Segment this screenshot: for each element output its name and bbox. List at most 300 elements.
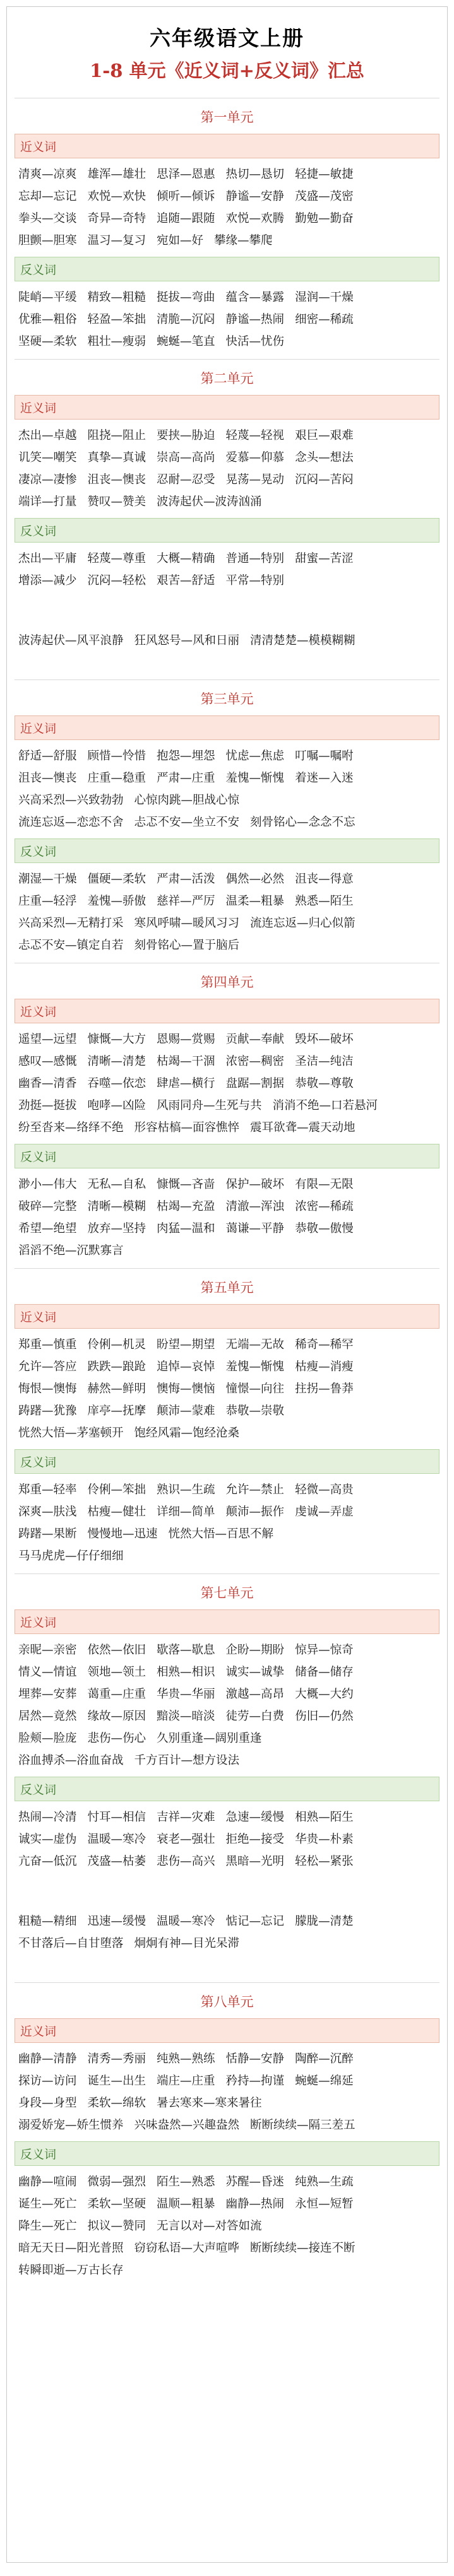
word-pair-row (18, 1378, 439, 1400)
word-pair: 踌躇—果断 (18, 1527, 77, 1541)
units-container (15, 98, 439, 2281)
word-pair: 慈祥—严厉 (157, 895, 215, 908)
word-pair: 兴高采烈—兴致勃勃 (18, 794, 124, 807)
word-pair-row (18, 630, 439, 652)
word-pair-row (18, 548, 439, 570)
word-pair-row (18, 934, 439, 956)
word-pair: 惊异—惊奇 (295, 1644, 354, 1657)
word-pair: 浓密—稀疏 (295, 1200, 354, 1213)
word-pair-row (18, 230, 439, 252)
word-pair-row (18, 1806, 439, 1828)
synonyms-header: 近义词 (15, 1609, 439, 1634)
unit-title: 第四单元 (200, 975, 254, 990)
word-pair: 叮嘱—嘱咐 (295, 750, 354, 763)
word-pair: 慢慢地—迅速 (87, 1527, 158, 1541)
word-pair: 柔软—坚硬 (87, 2197, 146, 2211)
word-pair-row (18, 1523, 439, 1545)
word-pair-row (18, 2215, 439, 2237)
word-pair: 坚硬—柔软 (18, 335, 77, 348)
word-pair: 沮丧—得意 (295, 873, 354, 886)
word-pair: 无端—无故 (225, 1338, 285, 1351)
word-pair: 清晰—清楚 (87, 1055, 146, 1068)
word-pair: 幽香—清香 (18, 1077, 77, 1090)
antonyms-list (15, 548, 439, 592)
word-pair: 遥望—远望 (18, 1033, 77, 1046)
unit-title: 第三单元 (200, 691, 254, 707)
word-pair-row (18, 2193, 439, 2215)
word-pair: 伶俐—机灵 (87, 1338, 146, 1351)
unit-title: 第七单元 (200, 1585, 254, 1601)
word-pair-row (18, 789, 439, 811)
word-pair: 相熟—陌生 (295, 1811, 354, 1824)
synonyms-header: 近义词 (15, 999, 439, 1023)
word-pair-row (18, 912, 439, 934)
word-pair: 纷至沓来—络绎不绝 (18, 1121, 124, 1134)
word-pair: 清晰—模糊 (87, 1200, 146, 1213)
word-pair: 蜿蜒—笔直 (157, 335, 215, 348)
word-pair: 清脆—沉闷 (157, 313, 215, 326)
word-pair: 溺爱娇宠—娇生惯养 (18, 2119, 124, 2132)
word-pair: 幽静—喧闹 (18, 2175, 77, 2189)
synonyms-list (15, 745, 439, 833)
antonyms-list (15, 1479, 439, 1567)
word-pair: 着迷—入迷 (295, 772, 354, 785)
word-pair: 枯竭—充盈 (157, 1200, 215, 1213)
antonyms-block (15, 1777, 439, 1873)
word-pair-row (18, 1850, 439, 1873)
word-pair: 抱怨—埋怨 (157, 750, 215, 763)
word-pair: 潮湿—干燥 (18, 873, 77, 886)
word-pair: 领地—领土 (87, 1666, 146, 1679)
word-pair: 毁坏—破坏 (295, 1033, 354, 1046)
word-pair: 轻盈—笨拙 (87, 313, 146, 326)
word-pair: 羞愧—惭愧 (225, 1360, 285, 1373)
word-pair: 轻松—紧张 (295, 1855, 354, 1868)
word-pair-row (18, 2070, 439, 2092)
word-pair: 纯熟—熟练 (157, 2052, 215, 2066)
word-pair: 衰老—强壮 (157, 1833, 215, 1846)
word-pair: 欢悦—欢腾 (225, 212, 285, 225)
word-pair: 清清楚楚—模模糊糊 (250, 634, 355, 647)
word-pair: 徒劳—白费 (225, 1710, 285, 1723)
word-pair: 增添—减少 (18, 574, 77, 587)
word-pair: 忧虑—焦虑 (225, 750, 285, 763)
word-pair: 追随—跟随 (157, 212, 215, 225)
word-pair-row (18, 447, 439, 469)
word-pair-row (18, 1400, 439, 1422)
word-pair: 甜蜜—苦涩 (295, 552, 354, 565)
word-pair: 严肃—庄重 (157, 772, 215, 785)
word-pair: 轻微—高贵 (295, 1483, 354, 1497)
word-pair: 茂盛—茂密 (295, 190, 354, 203)
word-pair: 思泽—恩惠 (157, 168, 215, 181)
word-pair: 熟悉—陌生 (295, 895, 354, 908)
word-pair: 炯炯有神—目光呆滞 (134, 1937, 240, 1950)
synonyms-list (15, 163, 439, 252)
word-pair: 刻骨铭心—念念不忘 (250, 816, 355, 829)
word-pair: 轻蔑—尊重 (87, 552, 146, 565)
word-pair: 允许—答应 (18, 1360, 77, 1373)
word-pair: 圣洁—纯洁 (295, 1055, 354, 1068)
word-pair: 清爽—凉爽 (18, 168, 77, 181)
word-pair: 拟议—赞同 (87, 2220, 146, 2233)
word-pair-row (18, 1356, 439, 1378)
word-pair: 艰苦—舒适 (157, 574, 215, 587)
word-pair: 转瞬即逝—万古长存 (18, 2264, 124, 2277)
word-pair: 陶醉—沉醉 (295, 2052, 354, 2066)
word-pair-row (18, 767, 439, 789)
continued-pairs (15, 630, 439, 652)
word-pair: 湿润—干燥 (295, 291, 354, 304)
word-pair: 温柔—粗暴 (225, 895, 285, 908)
word-pair: 热切—恳切 (225, 168, 285, 181)
word-pair: 贡献—奉献 (225, 1033, 285, 1046)
word-pair: 赫然—鲜明 (87, 1382, 146, 1396)
word-pair: 马马虎虎—仔仔细细 (18, 1550, 124, 1563)
word-pair: 华贵—朴素 (295, 1833, 354, 1846)
word-pair: 舒适—舒服 (18, 750, 77, 763)
word-pair: 颠沛—蒙难 (157, 1404, 215, 1418)
synonyms-block (15, 1609, 439, 1772)
word-pair: 蔼重—庄重 (87, 1688, 146, 1701)
word-pair: 降生—死亡 (18, 2220, 77, 2233)
word-pair: 倾听—倾诉 (157, 190, 215, 203)
word-pair: 黯淡—暗淡 (157, 1710, 215, 1723)
word-pair-row (18, 163, 439, 185)
word-pair-row (18, 811, 439, 833)
word-pair: 狂风怒号—风和日丽 (134, 634, 240, 647)
word-pair: 埋葬—安葬 (18, 1688, 77, 1701)
word-pair: 胆颤—胆寒 (18, 234, 77, 247)
word-pair: 庄重—稳重 (87, 772, 146, 785)
word-pair: 有限—无限 (295, 1178, 354, 1191)
word-pair: 忍耐—忍受 (157, 473, 215, 486)
word-pair: 相熟—相识 (157, 1666, 215, 1679)
word-pair: 宛如—好 (157, 234, 204, 247)
word-pair-row (18, 2237, 439, 2259)
word-pair-row (18, 469, 439, 491)
synonyms-block (15, 395, 439, 513)
word-pair: 伶俐—笨拙 (87, 1483, 146, 1497)
word-pair: 热闹—冷清 (18, 1811, 77, 1824)
word-pair: 保护—破坏 (225, 1178, 285, 1191)
word-pair: 念头—想法 (295, 451, 354, 464)
unit-section (15, 1982, 439, 2281)
word-pair: 诞生—出生 (87, 2074, 146, 2088)
word-pair: 流连忘返—恋恋不舍 (18, 816, 124, 829)
word-pair: 悲伤—高兴 (157, 1855, 215, 1868)
word-pair: 严肃—活泼 (157, 873, 215, 886)
word-pair: 微弱—强烈 (87, 2175, 146, 2189)
word-pair: 探访—访问 (18, 2074, 77, 2088)
word-pair: 缘故—原因 (87, 1710, 146, 1723)
word-pair: 熟识—生疏 (157, 1483, 215, 1497)
word-pair: 攀缘—攀爬 (214, 234, 273, 247)
word-pair: 形容枯槁—面容憔悴 (134, 1121, 240, 1134)
synonyms-list (15, 1028, 439, 1139)
word-pair-row (18, 2259, 439, 2281)
word-pair: 肉猛—温和 (157, 1222, 215, 1235)
synonyms-header: 近义词 (15, 395, 439, 420)
word-pair: 清澈—浑浊 (225, 1200, 285, 1213)
word-pair: 慷慨—大方 (87, 1033, 146, 1046)
synonyms-header: 近义词 (15, 715, 439, 740)
word-pair: 追悼—哀悼 (157, 1360, 215, 1373)
word-pair: 浓密—稠密 (225, 1055, 285, 1068)
word-pair-row (18, 185, 439, 208)
word-pair-row (18, 1218, 439, 1240)
word-pair: 陌生—熟悉 (157, 2175, 215, 2189)
continued-pairs (15, 1910, 439, 1955)
word-pair: 放弃—坚持 (87, 1222, 146, 1235)
word-pair: 精致—粗糙 (87, 291, 146, 304)
antonyms-list (15, 1173, 439, 1262)
word-pair: 憧憬—向往 (225, 1382, 285, 1396)
word-pair-row (18, 1683, 439, 1705)
word-pair: 郑重—轻率 (18, 1483, 77, 1497)
synonyms-header: 近义词 (15, 1304, 439, 1329)
word-pair: 朦胧—清楚 (295, 1915, 354, 1928)
word-pair: 枯竭—干涸 (157, 1055, 215, 1068)
word-pair: 允许—禁止 (225, 1483, 285, 1497)
word-pair: 沉闷—轻松 (87, 574, 146, 587)
word-pair: 羞愧—惭愧 (225, 772, 285, 785)
word-pair-row (18, 570, 439, 592)
word-pair: 轻蔑—轻视 (225, 429, 285, 442)
word-pair: 僵硬—柔软 (87, 873, 146, 886)
word-pair: 依然—依旧 (87, 1644, 146, 1657)
word-pair: 诞生—死亡 (18, 2197, 77, 2211)
synonyms-block (15, 134, 439, 252)
word-pair: 惦记—忘记 (225, 1915, 285, 1928)
word-pair-row (18, 868, 439, 890)
word-pair: 偶然—必然 (225, 873, 285, 886)
antonyms-header: 反义词 (15, 2141, 439, 2166)
unit-title: 第五单元 (200, 1280, 254, 1295)
word-pair-row (18, 1910, 439, 1932)
word-pair: 饱经风霜—饱经沧桑 (134, 1426, 240, 1440)
word-pair: 迅速—缓慢 (87, 1915, 146, 1928)
word-pair: 忖耳—相信 (87, 1811, 146, 1824)
unit-section (15, 963, 439, 1262)
word-pair: 恍然大悟—百思不解 (168, 1527, 274, 1541)
antonyms-block (15, 257, 439, 353)
synonyms-block (15, 715, 439, 833)
word-pair: 温暖—寒冷 (87, 1833, 146, 1846)
word-pair-row (18, 890, 439, 912)
word-pair: 跌跌—踉跄 (87, 1360, 146, 1373)
antonyms-header: 反义词 (15, 1144, 439, 1168)
word-pair: 沮丧—懊丧 (18, 772, 77, 785)
word-pair: 恩赐—赏赐 (157, 1033, 215, 1046)
word-pair-row (18, 208, 439, 230)
document-title: 六年级语文上册 (150, 26, 304, 50)
word-pair: 恍然大悟—茅塞顿开 (18, 1426, 124, 1440)
word-pair: 千方百计—想方设法 (134, 1754, 240, 1767)
word-pair-row (18, 1073, 439, 1095)
antonyms-list (15, 2171, 439, 2281)
word-pair: 忐忑不安—坐立不安 (134, 816, 240, 829)
word-pair: 拄拐—鲁莽 (295, 1382, 354, 1396)
word-pair: 粗糙—精细 (18, 1915, 77, 1928)
word-pair: 兴味盎然—兴趣盎然 (134, 2119, 240, 2132)
word-pair: 陡峭—平缓 (18, 291, 77, 304)
word-pair: 静谧—安静 (225, 190, 285, 203)
word-pair: 咆哮—凶险 (87, 1099, 146, 1112)
word-pair: 纯熟—生疏 (295, 2175, 354, 2189)
word-pair: 伤旧—仍然 (295, 1710, 354, 1723)
word-pair: 断断续续—接连不断 (250, 2242, 355, 2255)
word-pair: 幽静—热闹 (225, 2197, 285, 2211)
word-pair: 亢奋—低沉 (18, 1855, 77, 1868)
antonyms-list (15, 1806, 439, 1873)
word-pair: 波涛起伏—风平浪静 (18, 634, 124, 647)
word-pair: 大概—大约 (295, 1688, 354, 1701)
word-pair-row (18, 2114, 439, 2136)
word-pair: 流连忘返—归心似箭 (250, 917, 355, 930)
word-pair: 清秀—秀丽 (87, 2052, 146, 2066)
unit-section (15, 679, 439, 956)
word-pair: 盼望—期望 (157, 1338, 215, 1351)
word-pair-row (18, 1545, 439, 1567)
word-pair: 雄浑—雄壮 (87, 168, 146, 181)
word-pair: 悔恨—懊悔 (18, 1382, 77, 1396)
word-pair: 大概—精确 (157, 552, 215, 565)
word-pair: 苏醒—昏迷 (225, 2175, 285, 2189)
word-pair: 详细—简单 (157, 1505, 215, 1519)
unit-section (15, 359, 439, 592)
word-pair: 虔诚—弄虚 (295, 1505, 354, 1519)
word-pair: 风雨同舟—生死与共 (157, 1099, 262, 1112)
word-pair: 悲伤—伤心 (87, 1732, 146, 1745)
word-pair: 艰巨—艰难 (295, 429, 354, 442)
word-pair: 静谧—热闹 (225, 313, 285, 326)
word-pair: 忘却—忘记 (18, 190, 77, 203)
word-pair: 讥笑—嘲笑 (18, 451, 77, 464)
word-pair: 激越—高昂 (225, 1688, 285, 1701)
document-subtitle: 1-8 单元《近义词+反义词》汇总 (90, 60, 364, 81)
word-pair: 永恒—短暂 (295, 2197, 354, 2211)
word-pair: 沉闷—苦闷 (295, 473, 354, 486)
word-pair: 真挚—真诚 (87, 451, 146, 464)
synonyms-list (15, 1334, 439, 1444)
synonyms-block (15, 999, 439, 1139)
word-pair: 盘踞—割据 (225, 1077, 285, 1090)
word-pair: 踌躇—犹豫 (18, 1404, 77, 1418)
synonyms-header: 近义词 (15, 2018, 439, 2043)
word-pair-row (18, 1932, 439, 1955)
word-pair: 温暖—寒冷 (157, 1915, 215, 1928)
word-pair: 矜持—拘谨 (225, 2074, 285, 2088)
word-pair: 暗无天日—阳光普照 (18, 2242, 124, 2255)
word-pair: 无言以对—对答如流 (157, 2220, 262, 2233)
word-pair: 温习—复习 (87, 234, 146, 247)
word-pair-row (18, 2092, 439, 2114)
word-pair-row (18, 1501, 439, 1523)
word-pair-row (18, 1028, 439, 1050)
word-pair-row (18, 1240, 439, 1262)
word-pair: 劲挺—挺拔 (18, 1099, 77, 1112)
word-pair: 吞噬—依恋 (87, 1077, 146, 1090)
word-pair: 快活—忧伤 (225, 335, 285, 348)
word-pair: 要挟—胁迫 (157, 429, 215, 442)
word-pair: 晃荡—晃动 (225, 473, 285, 486)
synonyms-block (15, 1304, 439, 1444)
word-pair: 诚实—虚伪 (18, 1833, 77, 1846)
word-pair: 幽静—清静 (18, 2052, 77, 2066)
antonyms-header: 反义词 (15, 518, 439, 543)
word-pair-row (18, 2171, 439, 2193)
word-pair: 兴高采烈—无精打采 (18, 917, 124, 930)
word-pair: 希望—绝望 (18, 1222, 77, 1235)
word-pair: 波涛起伏—波涛汹涌 (157, 495, 262, 509)
word-pair: 储备—储存 (295, 1666, 354, 1679)
word-pair-row (18, 1422, 439, 1444)
word-pair: 断断续续—隔三差五 (250, 2119, 355, 2132)
word-pair: 感叹—感慨 (18, 1055, 77, 1068)
unit-section (15, 1573, 439, 1873)
word-pair-row (18, 1727, 439, 1750)
word-pair: 慷慨—吝啬 (157, 1178, 215, 1191)
antonyms-header: 反义词 (15, 1777, 439, 1801)
antonyms-block (15, 838, 439, 956)
word-pair-row (18, 425, 439, 447)
antonyms-header: 反义词 (15, 257, 439, 281)
word-pair: 颠沛—振作 (225, 1505, 285, 1519)
word-pair: 肆虐—横行 (157, 1077, 215, 1090)
word-pair: 阻挠—阻止 (87, 429, 146, 442)
word-pair-row (18, 1828, 439, 1850)
word-pair: 崇高—高尚 (157, 451, 215, 464)
word-pair: 勤勉—勤奋 (295, 212, 354, 225)
word-pair: 寒风呼啸—暖风习习 (134, 917, 240, 930)
word-pair: 挺拔—弯曲 (157, 291, 215, 304)
word-pair-row (18, 491, 439, 513)
word-pair: 柔软—绵软 (87, 2097, 146, 2110)
word-pair: 消消不绝—口若悬河 (272, 1099, 378, 1112)
unit-title: 第一单元 (200, 110, 254, 125)
word-pair-row (18, 1479, 439, 1501)
word-pair: 吉祥—灾难 (157, 1811, 215, 1824)
word-pair: 心惊肉跳—胆战心惊 (134, 794, 240, 807)
word-pair-row (18, 1117, 439, 1139)
word-pair: 轻捷—敏捷 (295, 168, 354, 181)
word-pair: 蕴含—暴露 (225, 291, 285, 304)
word-pair: 破碎—完整 (18, 1200, 77, 1213)
word-pair: 杰出—平庸 (18, 552, 77, 565)
word-pair-row (18, 1705, 439, 1727)
word-pair: 恬静—安静 (225, 2052, 285, 2066)
word-pair: 端详—打量 (18, 495, 77, 509)
synonyms-list (15, 425, 439, 513)
word-pair: 企盼—期盼 (225, 1644, 285, 1657)
synonyms-list (15, 1639, 439, 1772)
word-pair: 庠亭—抚摩 (87, 1404, 146, 1418)
word-pair: 凄凉—凄惨 (18, 473, 77, 486)
unit-section (15, 98, 439, 353)
word-pair: 忐忑不安—镇定自若 (18, 939, 124, 952)
word-pair: 爱慕—仰慕 (225, 451, 285, 464)
word-pair-row (18, 745, 439, 767)
antonyms-header: 反义词 (15, 838, 439, 863)
word-pair: 枯瘦—消瘦 (295, 1360, 354, 1373)
word-pair-row (18, 331, 439, 353)
word-pair: 郑重—慎重 (18, 1338, 77, 1351)
word-pair-row (18, 286, 439, 309)
word-pair: 顾惜—怜惜 (87, 750, 146, 763)
word-pair-row (18, 1050, 439, 1073)
word-pair: 普通—特别 (225, 552, 285, 565)
